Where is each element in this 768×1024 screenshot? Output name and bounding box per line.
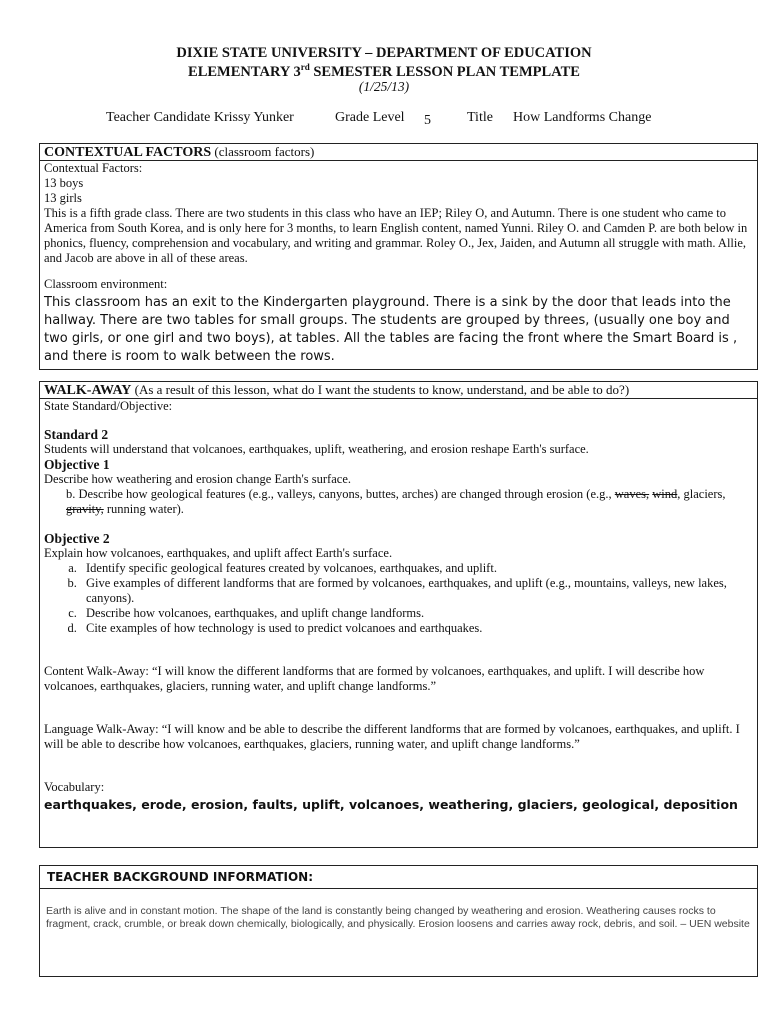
walk-away-heading-title: WALK-AWAY [44,383,132,398]
title-label: Title [467,110,493,125]
contextual-heading-note: (classroom factors) [214,144,315,159]
walk-away-box [39,381,758,848]
strike-gravity: gravity, [66,502,104,516]
objective-1-b-mid: , glaciers, [677,487,726,501]
environment-label: Classroom environment: [44,277,168,291]
vocabulary-label: Vocabulary: [44,780,105,794]
vocabulary-words: earthquakes, erode, erosion, faults, uplift, volcanoes, weathering, glaciers, geological, deposition [44,797,738,812]
contextual-paragraph: This is a fifth grade class. There are two students in this class who have an IEP; Riley O, and Autumn. There is one student who came to America from South Korea, and is only here for 3 months, to learn English content, named Yunni. Riley O. and Camden P. are both below in phonics, fluency, comprehension and vocabulary, and writing and grammar. Roley O., Jex, Jaiden, and Autumn all struggle with math. Allie, and Jacob are above in all of these areas. [44,206,748,265]
girls-count: 13 girls [44,191,82,205]
teacher-candidate [106,110,294,126]
objective-2-item-c: c. Describe how volcanoes, earthquakes, and uplift change landforms. [80,606,753,621]
contextual-factors-body [40,161,757,366]
strike-waves: waves, [614,487,650,501]
header-template-pre: ELEMENTARY 3 [188,63,301,80]
objective-2-text: Explain how volcanoes, earthquakes, and uplift affect Earth's surface. [44,546,393,560]
contextual-label: Contextual Factors: [44,161,143,175]
objective-1-b-pre: b. Describe how geological features (e.g., valleys, canyons, buttes, arches) are changed through erosion (e.g., [66,487,612,501]
teacher-background-text: Earth is alive and in constant motion. The shape of the land is constantly being changed by weathering and erosion. Weathering causes rocks to fragment, crack, crumble, or break down chemically, biologically, and physically. Erosion loosens and carries away rock, debris, and soil. – UEN website [46,905,750,930]
boys-count: 13 boys [44,176,84,190]
teacher-background-box [39,865,758,977]
header-template-post: SEMESTER LESSON PLAN TEMPLATE [309,63,580,80]
standard-title: Standard 2 [44,427,109,442]
content-walk-away: Content Walk-Away: “I will know the different landforms that are formed by volcanoes, earthquakes, and uplift. I will describe how volcanoes, earthquakes, glaciers, running water, and uplift change landforms.” [44,664,705,693]
objective-1-text: Describe how weathering and erosion change Earth's surface. [44,472,351,486]
objective-2-item-d: d. Cite examples of how technology is used to predict volcanoes and earthquakes. [80,621,753,636]
objective-1-item-b [44,487,753,517]
header-university: DIXIE STATE UNIVERSITY – DEPARTMENT OF EDUCATION [176,45,592,61]
header-template-sup: rd [300,62,310,72]
teacher-background-heading: TEACHER BACKGROUND INFORMATION: [40,866,757,889]
title-value: How Landforms Change [513,110,652,125]
language-walk-away: Language Walk-Away: “I will know and be able to describe the different landforms that are formed by volcanoes, earthquakes, and uplift. I will be able to describe how volcanoes, earthquakes, glaciers, running water, and uplift change landforms.” [44,722,740,751]
standard-text: Students will understand that volcanoes, earthquakes, uplift, weathering, and erosion reshape Earth's surface. [44,442,589,456]
objective-1-b-end: running water). [103,502,184,516]
walk-away-heading [40,382,757,399]
state-standard-label: State Standard/Objective: [44,399,173,413]
teacher-name: Krissy Yunker [213,110,294,125]
objective-2-list [44,561,753,636]
objective-2-title: Objective 2 [44,531,110,546]
contextual-factors-box [39,143,758,370]
objective-2-item-a: a. Identify specific geological features created by volcanoes, earthquakes, and uplift. [80,561,753,576]
environment-text: This classroom has an exit to the Kindergarten playground. There is a sink by the door that leads into the hallway. There are two tables for small groups. The students are grouped by threes, (usually one boy and two girls, or one girl and two boys), at tables. All the tables are facing the front where the Smart Board is , and there is room to walk between the rows. [44,295,738,364]
strike-wind: wind [652,487,678,501]
teacher-label: Teacher Candidate [106,110,211,125]
walk-away-heading-note: (As a result of this lesson, what do I want the students to know, understand, and be able to do?) [134,382,630,397]
header-template-title [0,62,768,81]
grade-label: Grade Level [335,110,405,125]
objective-2-item-b: b. Give examples of different landforms that are formed by volcanoes, earthquakes, and uplift (e.g., mountains, valleys, new lakes, canyons). [80,576,753,606]
header-date: (1/25/13) [358,79,410,94]
contextual-heading-title: CONTEXTUAL FACTORS [44,145,212,160]
objective-1-title: Objective 1 [44,457,110,472]
walk-away-body [40,399,757,812]
contextual-factors-heading [40,144,757,161]
grade-value: 5 [424,113,431,128]
